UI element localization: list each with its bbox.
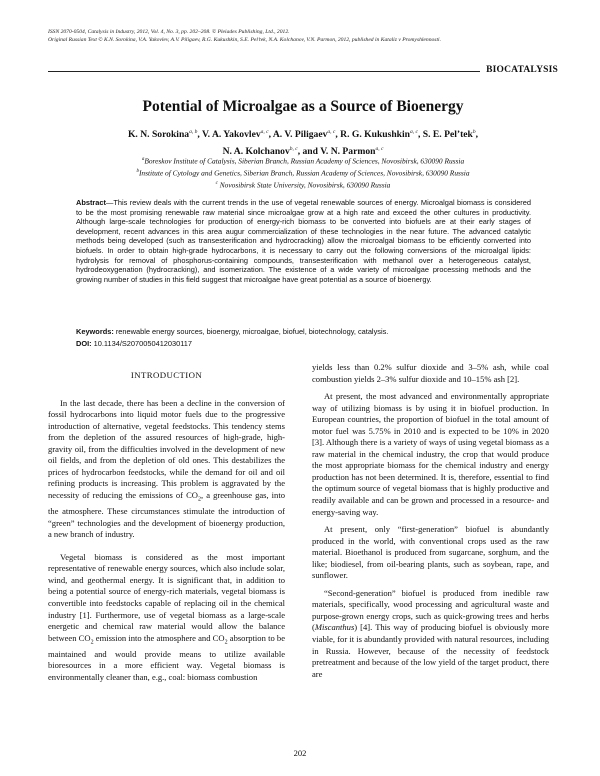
author-affiliation-mark: a, c — [410, 129, 418, 135]
author-name: N. A. Kolchanov — [222, 146, 290, 158]
section-tag: BIOCATALYSIS — [480, 65, 558, 75]
doi-text: 10.1134/S2070050412030117 — [91, 339, 193, 348]
affiliation: $^c$ Novosibirsk State University, Novosibirsk, 630090 Russia — [215, 180, 391, 190]
doi — [76, 339, 192, 348]
right-column — [312, 362, 549, 680]
abstract — [76, 198, 531, 284]
body-paragraph: yields less than 0.2% sulfur dioxide and 3–5% ash, while coal combustion yields 2–3% sulfur dioxide and 10–15% ash [2]. — [312, 362, 549, 384]
header-line-2: Original Russian Text © K.N. Sorokina, V.A. Yakovlev, A.V. Piligaev, R.G. Kukushkin, S.E. Pel’tek, N.A. Kolchanov, V.N. Parmon, 2012, published in Kataliz v Promyshlennosti. — [48, 37, 441, 43]
author-name: A. V. Piligaev — [272, 129, 328, 141]
doi-label: DOI: — [76, 339, 92, 348]
author-name: S. E. Pel’tek — [422, 129, 473, 141]
header-line-1: ISSN 2070-0504, Catalysis in Industry, 2012, Vol. 4, No. 3, pp. 202–208. © Pleiades Publishing, Ltd., 2012. — [48, 29, 290, 35]
body-paragraph: “Second-generation” biofuel is produced from inedible raw materials, specifically, wood processing and agricultural waste and purpose-grown energy crops, such as quick-growing trees and herbs (Miscanthus) [4]. This way of producing biofuel is obviously more viable, for it is abundantly provided with natural resources, including in Russia. However, because of the necessity of feedstock pretreatment and because of the low yield of the target product, there are — [312, 587, 549, 679]
affiliation: $^b$Institute of Cytology and Genetics, Siberian Branch, Russian Academy of Sciences, Novosibirsk, 630090 Russia — [136, 168, 470, 178]
running-header — [48, 28, 558, 44]
author-list: K. N. Sorokina$^{a, b}$, V. A. Yakovlev$^{a, c}$, A. V. Piligaev$^{a, c}$, R. G. Kukushkin$^{a, c}$, S. E. Pel’tek$^b$, N. A. Kolchanov$^{b, c}$, and V. N. Parmon$^{a, c}$ — [127, 129, 479, 158]
author-name: V. N. Parmon — [320, 146, 376, 158]
paper-title: Potential of Microalgae as a Source of Bioenergy — [142, 98, 464, 115]
keywords-text: renewable energy sources, bioenergy, microalgae, biofuel, biotechnology, catalysis. — [113, 327, 389, 336]
author-affiliation-mark: b, c — [289, 146, 298, 153]
author-affiliation-mark: a, c — [260, 129, 269, 135]
keywords-label: Keywords: — [76, 327, 114, 336]
author-name: V. A. Yakovlev — [201, 129, 261, 141]
affiliation: $^a$Boreskov Institute of Catalysis, Siberian Branch, Russian Academy of Sciences, Novosibirsk, 630090 Russia — [141, 156, 465, 166]
abstract-label: Abstract — [76, 198, 106, 207]
introduction-heading: INTRODUCTION — [130, 370, 203, 380]
author-affiliation-mark: a, c — [375, 146, 384, 153]
page-number: 202 — [293, 748, 307, 758]
abstract-text: —This review deals with the current trends in the use of vegetal renewable sources of energy. Microalgal biomass is considered to be the most promising renewable raw material since microalgae grow at a high rate and exceed the other cultures in productivity. Although large-scale technologies for production of energy-rich biomass to be converted into biofuels are at their early stages of development, recent advances in this area augur commercialization of these technologies in the near future. The advanced catalytic methods being developed (such as transesterification and hydrocracking) allow the microalgal biomass to be efficiently converted into biofuels. In order to obtain high-grade hydrocarbons, it is necessary to carry out the following conversions of the microalgal lipids: hydrolysis for removal of phosphorus-containing compounds, transesterification with methanol over a heterogeneous catalyst, hydrodeoxygenation (hydrocracking), and isomerization. The existence of a wide variety of microalgae processing methods and the growing number of studies in this field suggest that microalgae have great potential as a source of bioenergy. — [76, 198, 531, 284]
body-paragraph: Vegetal biomass is considered as the most important representative of renewable energy sources, which also include solar, wind, and geothermal energy. It is significant that, in addition to being a potential source of energy-rich materials, vegetal biomass is convertible into feedstocks capable of replacing oil in the chemical industry [1]. Furthermore, use of vegetal biomass as a large-scale energetic and chemical raw material would allow the balance between $CO_2$ emission into the atmosphere and $CO_2$ absorption to be maintained and would provide means to utilize available bioresources in a more efficient way. Vegetal biomass is environmentally cleaner than, e.g., coal: biomass combustion — [48, 551, 285, 682]
left-column — [48, 370, 285, 684]
affiliation-list — [48, 155, 558, 191]
author-name: K. N. Sorokina — [127, 129, 190, 141]
body-paragraph: At present, the most advanced and environmentally appropriate way of utilizing biomass is by using it in biofuel production. In European countries, the proportion of biofuel in the total amount of motor fuel was 5.75% in 2010 and is expected to be 10% in 2020 [3]. Although there is a variety of ways of using vegetal biomass as a raw material in the chemical industry, the crop that would produce the most appropriate biomass for the chemical industry and energy production has not been determined. It is, therefore, essential to find the optimum source of vegetal biomass that is highly productive and readily available and can be grown and processed in a resource- and energy-saving way. — [312, 391, 549, 517]
author-name: R. G. Kukushkin — [340, 129, 411, 141]
author-affiliation-mark: a, c — [327, 129, 336, 135]
author-affiliation-mark: a, b — [189, 129, 198, 135]
author-affiliation-mark: b — [472, 129, 476, 135]
body-paragraph: In the last decade, there has been a decline in the conversion of fossil hydrocarbons into liquid motor fuels due to the progressive introduction of alternative, vegetal feedstocks. This tendency stems from the depletion of the assured resources of high-grade, high-gravity oil, from the difficulties involved in the development of new oil fields, and from the depletion of old ones. This destabilizes the prices of hydrocarbon feedstocks, while the demand for oil and oil refining products is increasing. This problem is aggravated by the necessity of reducing the emissions of $CO_2$, a greenhouse gas, into the atmosphere. These circumstances stimulate the introduction of “green” technologies and the development of bioenergy production, a new branch of industry. — [48, 397, 285, 540]
body-paragraph: At present, only “first-generation” biofuel is abundantly produced in the world, with conventional crops used as the raw material. Bioethanol is produced from sugarcane, sorghum, and the like; biodiesel, from oil-bearing plants, such as soybean, rape, and sunflower. — [312, 524, 549, 581]
keywords — [76, 327, 531, 337]
